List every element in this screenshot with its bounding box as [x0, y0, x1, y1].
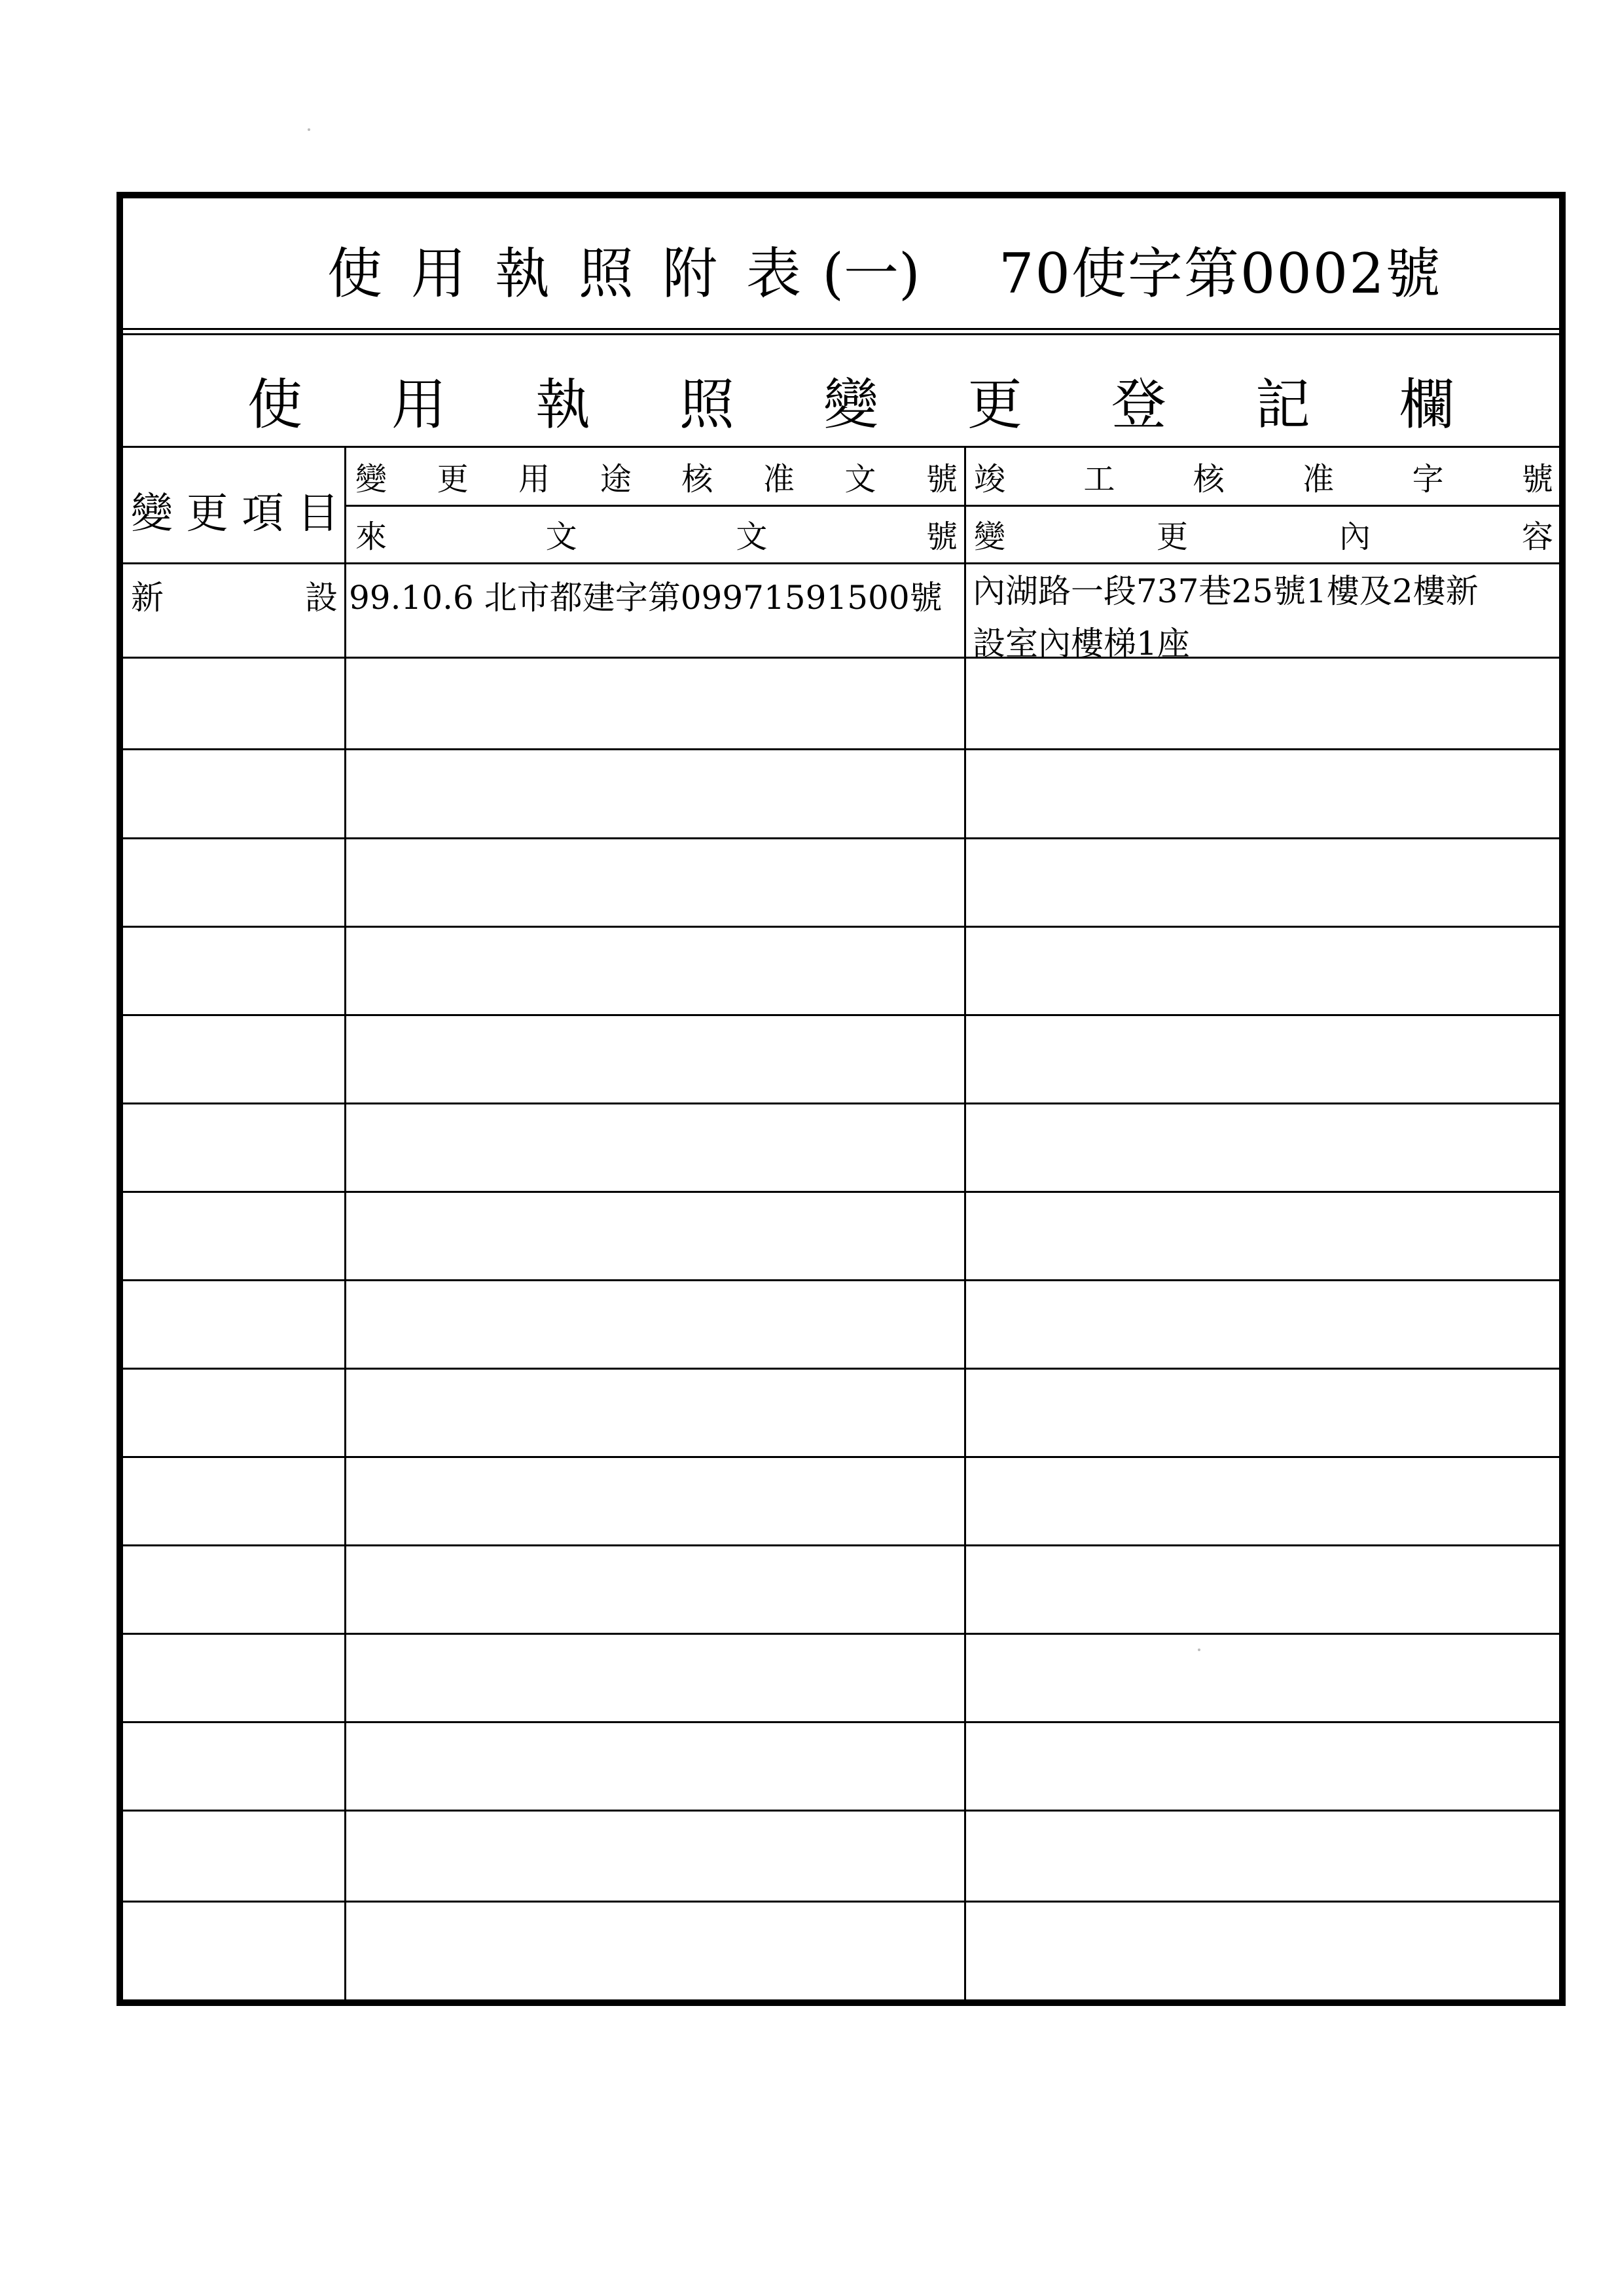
subtitle-char: 登 [1111, 373, 1166, 437]
form-title [313, 230, 1442, 309]
permit-form [117, 192, 1566, 2006]
header-change-item [131, 480, 339, 540]
header-char: 核 [681, 461, 713, 498]
header-char: 途 [600, 461, 632, 498]
title-char: 執 [494, 242, 550, 306]
row-divider [123, 837, 1559, 839]
header-char: 變 [355, 461, 387, 498]
subtitle-row [123, 335, 1559, 445]
column-divider [344, 446, 346, 1999]
header-incoming-doc-no [355, 511, 958, 556]
header-char: 字 [1412, 461, 1444, 498]
header-char: 更 [186, 490, 228, 538]
row-divider [123, 1014, 1559, 1016]
header-char: 更 [1156, 519, 1188, 555]
row-divider [123, 1456, 1559, 1458]
header-char: 准 [763, 461, 795, 498]
content-line: 設室內樓梯1座 [973, 625, 1190, 663]
header-char: 內 [1339, 519, 1371, 555]
header-char: 竣 [974, 461, 1006, 498]
header-char: 目 [297, 490, 339, 538]
scan-speck [1198, 1649, 1200, 1651]
row-divider [123, 1368, 1559, 1370]
header-char: 來 [355, 519, 387, 555]
divider [346, 505, 1559, 507]
row-divider [123, 748, 1559, 750]
title-row [123, 198, 1559, 329]
header-char: 變 [974, 519, 1006, 555]
column-divider [964, 446, 966, 1999]
header-char: 核 [1193, 461, 1225, 498]
header-change-content [974, 511, 1553, 556]
header-char: 用 [518, 461, 550, 498]
header-completion-no [974, 454, 1553, 499]
row-change-content [973, 565, 1555, 670]
scan-speck [308, 128, 310, 131]
item-char: 新 [131, 579, 164, 617]
header-char: 號 [926, 461, 958, 498]
header-char: 項 [242, 490, 284, 538]
header-approval-doc-no [355, 454, 958, 499]
content-line: 內湖路一段737巷25號1樓及2樓新 [973, 572, 1479, 610]
row-divider [123, 1810, 1559, 1812]
row-divider [123, 1544, 1559, 1546]
row-doc-no: 99.10.6 北市都建字第09971591500號 [349, 579, 943, 617]
row-divider [123, 1279, 1559, 1281]
divider [123, 562, 1559, 564]
header-char: 文 [545, 519, 577, 555]
header-char: 更 [437, 461, 469, 498]
header-char: 號 [926, 519, 958, 555]
subtitle-char: 使 [247, 373, 303, 437]
row-divider [123, 657, 1559, 659]
subtitle-char: 記 [1255, 373, 1310, 437]
row-divider [123, 1901, 1559, 1903]
row-divider [123, 1721, 1559, 1723]
subtitle-char: 用 [391, 373, 446, 437]
header-char: 工 [1083, 461, 1115, 498]
subtitle-char: 照 [679, 373, 734, 437]
subtitle-char: 變 [823, 373, 878, 437]
subtitle-char: 執 [535, 373, 590, 437]
item-char: 設 [305, 579, 338, 617]
title-char: 表 [746, 242, 801, 306]
row-divider [123, 1633, 1559, 1635]
header-char: 准 [1303, 461, 1335, 498]
header-char: 變 [131, 490, 173, 538]
title-paren: (一) [822, 242, 920, 306]
row-item [131, 572, 338, 619]
header-char: 容 [1521, 519, 1553, 555]
permit-number: 70使字第0002號 [999, 242, 1442, 306]
subtitle-char: 更 [967, 373, 1022, 437]
subtitle-char: 欄 [1399, 373, 1454, 437]
title-char: 照 [578, 242, 634, 306]
title-char: 用 [410, 242, 466, 306]
header-char: 文 [844, 461, 876, 498]
row-divider [123, 1102, 1559, 1104]
title-char: 使 [327, 242, 382, 306]
divider [123, 328, 1559, 330]
header-char: 文 [736, 519, 768, 555]
title-char: 附 [662, 242, 717, 306]
row-divider [123, 926, 1559, 928]
row-divider [123, 1191, 1559, 1193]
header-char: 號 [1521, 461, 1553, 498]
subtitle [247, 361, 1454, 440]
divider [123, 446, 1559, 448]
